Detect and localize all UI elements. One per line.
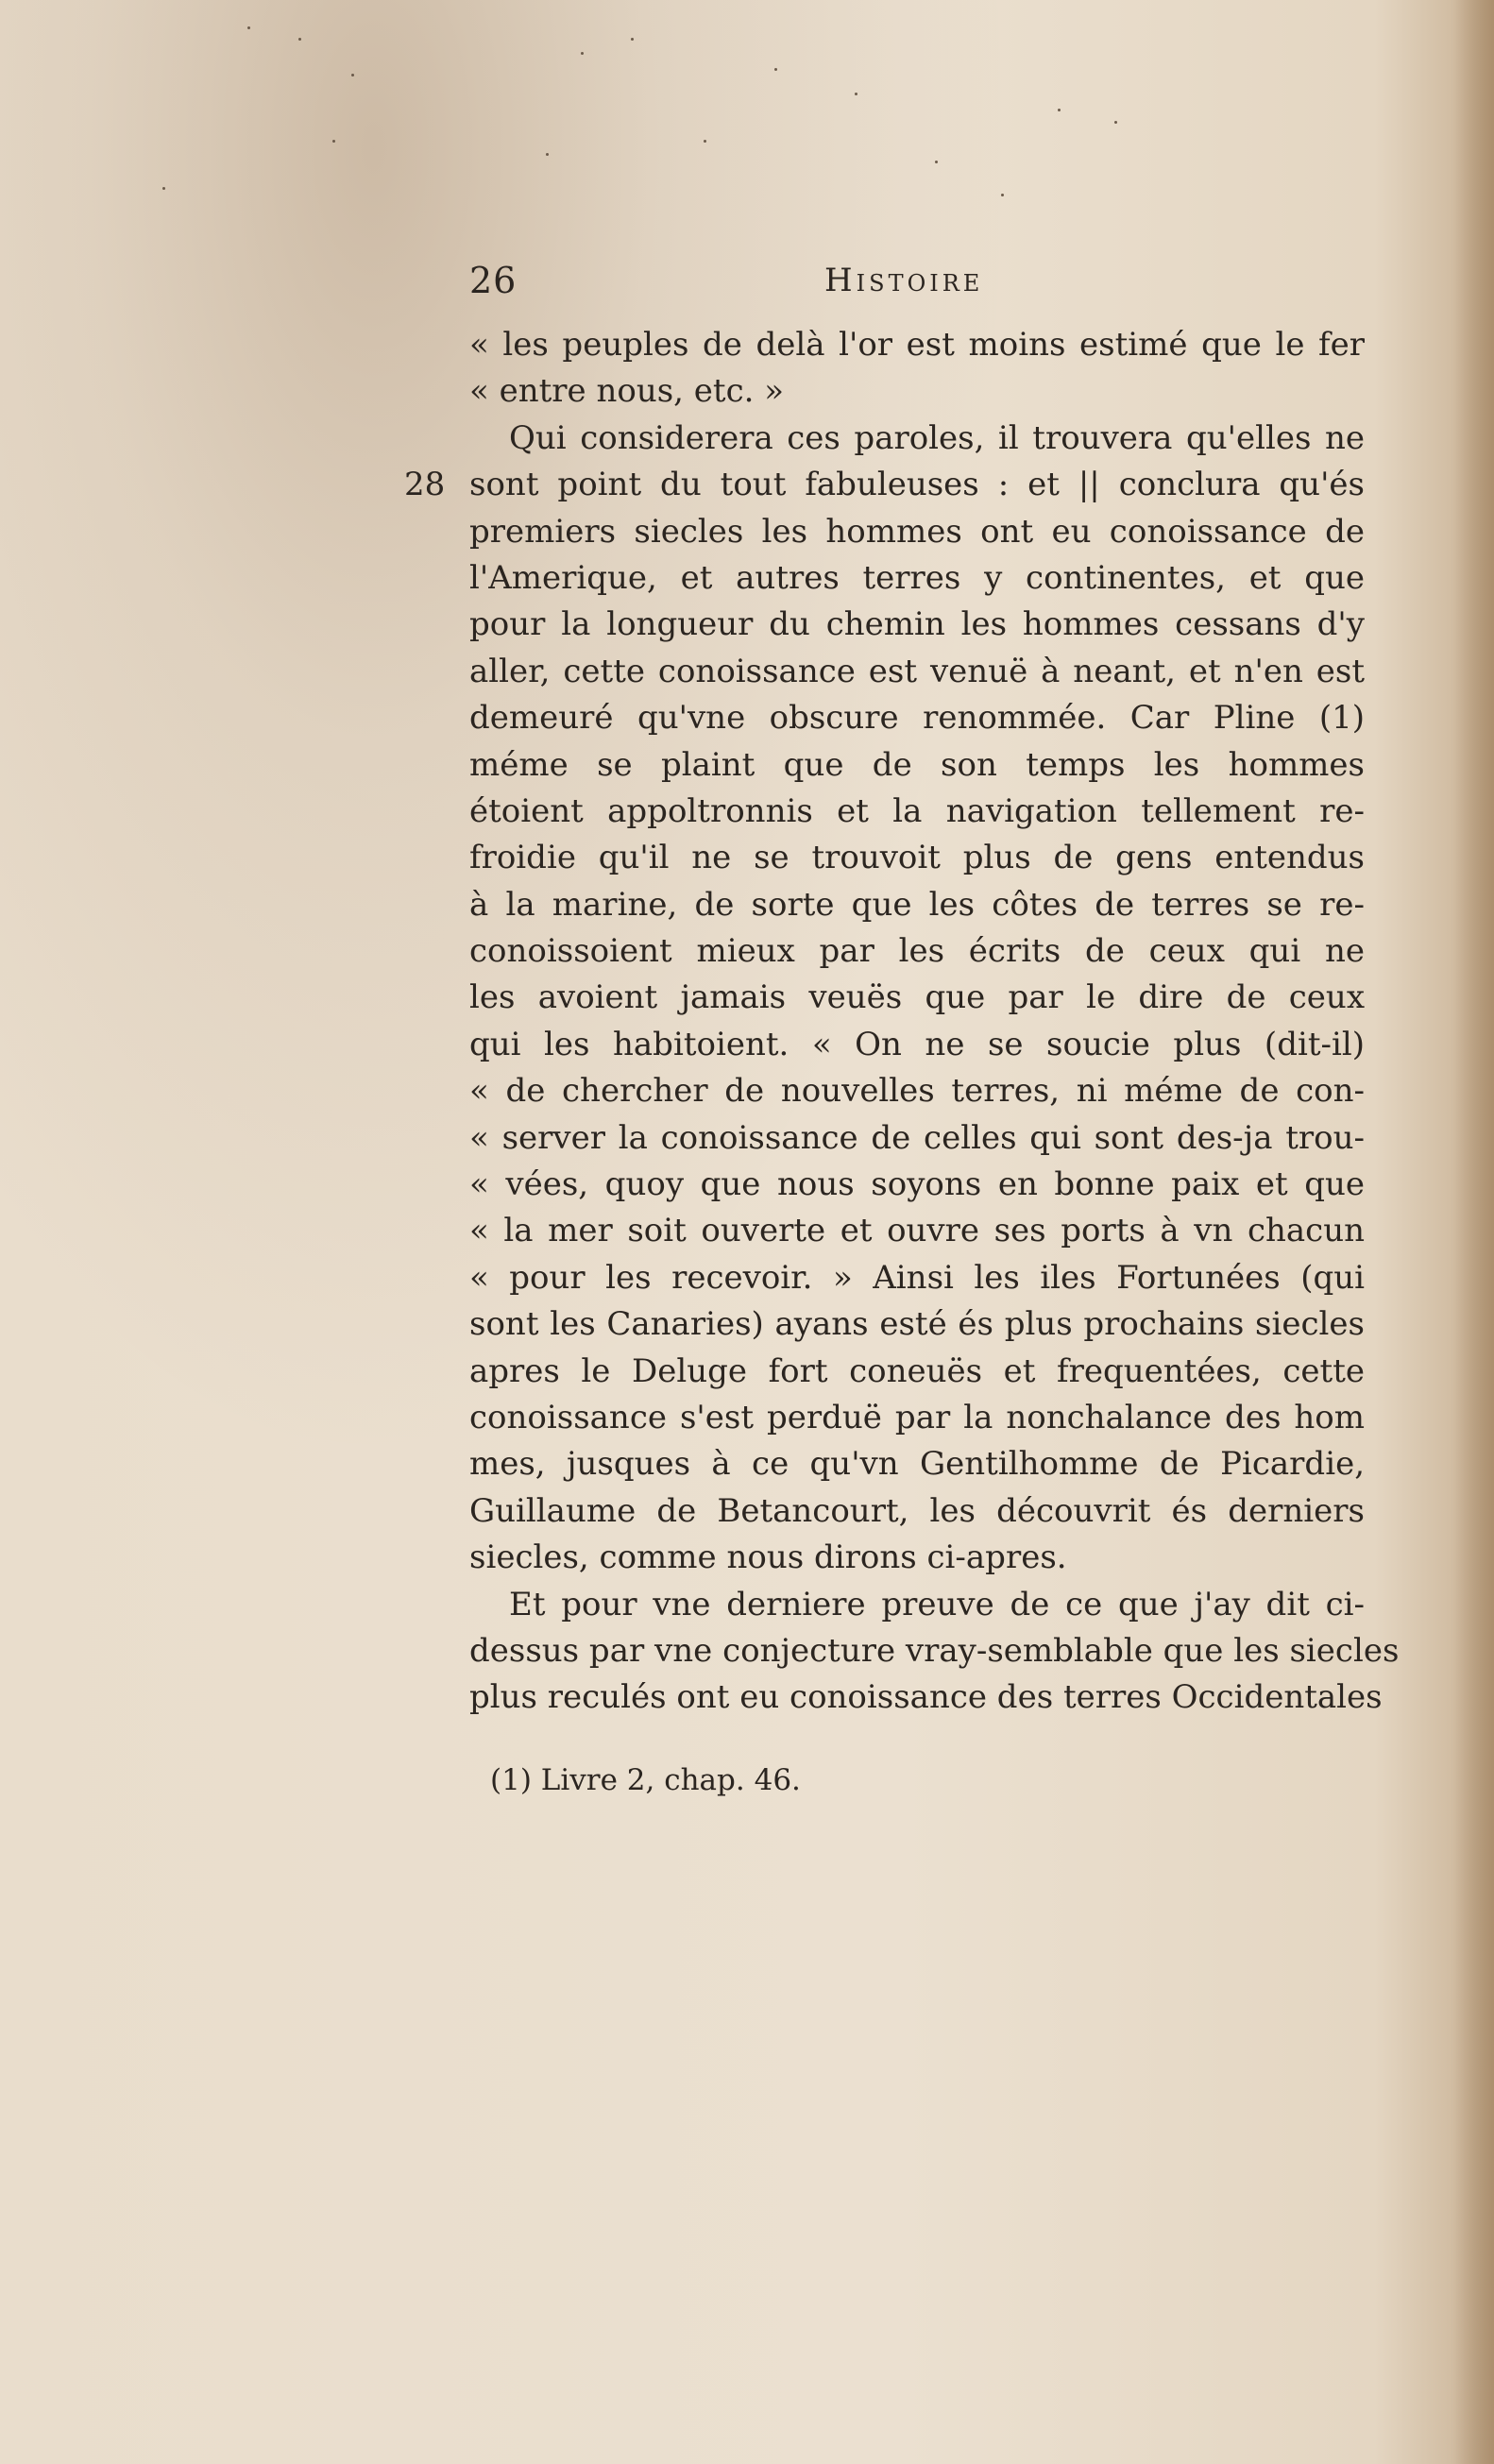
foxing-speck — [1058, 109, 1061, 111]
text-line: « les peuples de delà l'or est moins estimé que le fer — [469, 326, 1365, 364]
text-line: « entre nous, etc. » — [469, 372, 785, 411]
page-number: 26 — [469, 260, 518, 301]
foxing-speck — [855, 93, 857, 95]
margin-line-number: 28 — [404, 466, 446, 503]
foxing-speck — [247, 26, 250, 29]
text-line: pour la longueur du chemin les hommes cessans d'y — [469, 605, 1365, 644]
text-line: l'Amerique, et autres terres y continentes, et que — [469, 558, 1365, 597]
text-line: Qui considerera ces paroles, il trouvera qu'elles ne — [509, 418, 1365, 457]
foxing-speck — [631, 38, 634, 41]
text-line: aller, cette conoissance est venuë à neant, et n'en est — [469, 652, 1365, 690]
foxing-speck — [298, 38, 301, 41]
text-line: mes, jusques à ce qu'vn Gentilhomme de Picardie, — [469, 1445, 1365, 1484]
footnote: (1) Livre 2, chap. 46. — [490, 1763, 801, 1797]
text-line: froidie qu'il ne se trouvoit plus de gens entendus — [469, 839, 1365, 877]
text-line: apres le Deluge fort coneuës et frequentées, cette — [469, 1351, 1365, 1390]
text-line: « server la conoissance de celles qui sont des-ja trou- — [469, 1118, 1365, 1157]
text-line: « la mer soit ouverte et ouvre ses ports à vn chacun — [469, 1212, 1365, 1250]
text-line: demeuré qu'vne obscure renommée. Car Pline (1) — [469, 699, 1365, 738]
foxing-speck — [1114, 121, 1117, 124]
text-line: qui les habitoient. « On ne se soucie plus (dit-il) — [469, 1025, 1365, 1063]
foxing-speck — [581, 52, 584, 55]
text-line: étoient appoltronnis et la navigation tellement re- — [469, 791, 1365, 830]
page-edge-shadow — [1454, 0, 1494, 2464]
text-line: à la marine, de sorte que les côtes de terres se re- — [469, 885, 1365, 924]
foxing-speck — [1001, 194, 1004, 196]
text-line: méme se plaint que de son temps les hommes — [469, 745, 1365, 784]
text-line: dessus par vne conjecture vray-semblable que les siecles — [469, 1631, 1400, 1670]
text-line: plus reculés ont eu conoissance des terres Occidentales — [469, 1678, 1383, 1717]
text-line: siecles, comme nous dirons ci-apres. — [469, 1538, 1067, 1577]
text-line: sont point du tout fabuleuses : et || conclura qu'és — [469, 466, 1365, 504]
text-line: « pour les recevoir. » Ainsi les iles Fortunées (qui — [469, 1258, 1365, 1297]
foxing-speck — [351, 74, 354, 76]
text-line: Et pour vne derniere preuve de ce que j'ay dit ci- — [509, 1585, 1365, 1623]
text-line: « de chercher de nouvelles terres, ni méme de con- — [469, 1072, 1365, 1111]
body-text — [469, 322, 1400, 1722]
text-line: « vées, quoy que nous soyons en bonne paix et que — [469, 1165, 1365, 1204]
foxing-speck — [704, 140, 706, 143]
text-line: les avoient jamais veuës que par le dire de ceux — [469, 978, 1365, 1017]
foxing-speck — [332, 140, 335, 143]
text-line: conoissoient mieux par les écrits de ceux qui ne — [469, 932, 1365, 971]
foxing-speck — [774, 68, 777, 71]
text-line: Guillaume de Betancourt, les découvrit és derniers — [469, 1491, 1365, 1530]
foxing-speck — [546, 153, 549, 156]
foxing-speck — [162, 187, 165, 190]
text-line: sont les Canaries) ayans esté és plus prochains siecles — [469, 1305, 1365, 1344]
text-line: conoissance s'est perduë par la nonchalance des hom — [469, 1398, 1365, 1436]
foxing-speck — [935, 161, 938, 163]
text-line: premiers siecles les hommes ont eu conoissance de — [469, 512, 1365, 551]
running-title: Histoire — [824, 262, 984, 299]
